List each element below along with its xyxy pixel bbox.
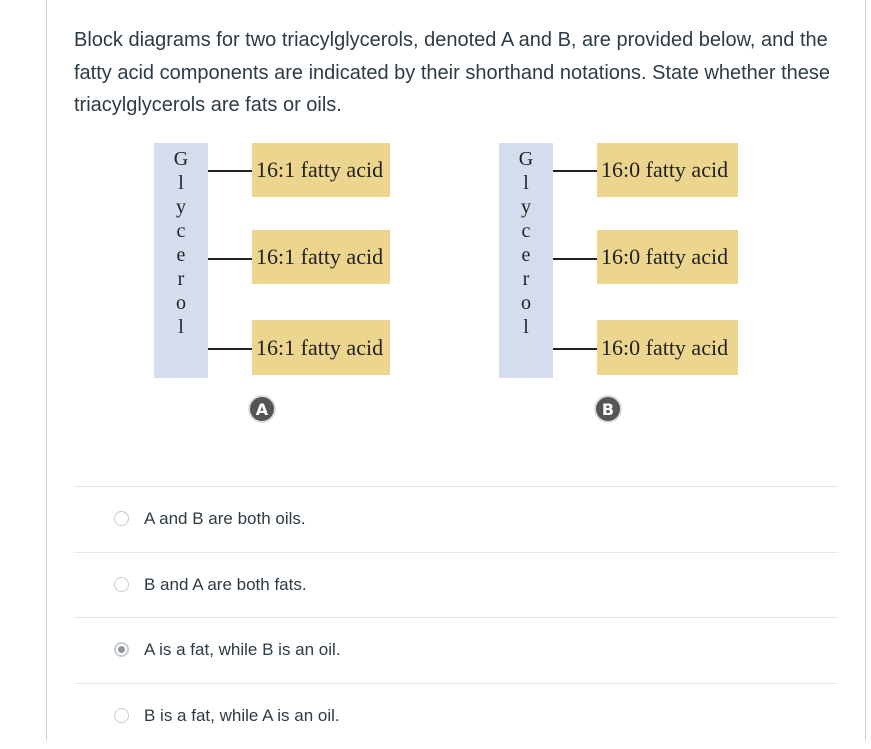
fatty-acid-a-1: 16:1 fatty acid [252, 143, 390, 197]
glycerol-letter: G [173, 148, 189, 170]
glycerol-letter: e [176, 244, 186, 266]
radio-button[interactable] [114, 577, 129, 592]
fatty-acid-b-2: 16:0 fatty acid [597, 230, 738, 284]
glycerol-letter: l [523, 172, 529, 194]
glycerol-letter: l [178, 316, 184, 338]
molecule-b-badge: B [594, 395, 622, 423]
option-label: A and B are both oils. [144, 509, 306, 528]
glycerol-letter: l [523, 316, 529, 338]
molecule-a-badge: A [248, 395, 276, 423]
ester-bond [208, 258, 252, 260]
glycerol-letter: o [521, 292, 531, 314]
glycerol-letter: c [521, 220, 531, 242]
radio-button[interactable] [114, 511, 129, 526]
glycerol-letter: r [177, 268, 185, 290]
answer-option-4[interactable] [74, 683, 838, 749]
glycerol-letter: y [176, 196, 186, 218]
glycerol-letter: y [521, 196, 531, 218]
radio-button-selected[interactable] [114, 642, 129, 657]
fatty-acid-a-2: 16:1 fatty acid [252, 230, 390, 284]
ester-bond [553, 258, 597, 260]
ester-bond [553, 170, 597, 172]
ester-bond [208, 170, 252, 172]
glycerol-letter: o [176, 292, 186, 314]
fatty-acid-a-3: 16:1 fatty acid [252, 320, 390, 375]
answer-option-3[interactable] [74, 617, 838, 683]
option-label: B is a fat, while A is an oil. [144, 706, 340, 725]
question-text: Block diagrams for two triacylglycerols, denoted A and B, are provided below, and the fatty acid components are indicated by their shorthand notations. State whether these triacylglycerols are fats or oils. [74, 29, 831, 116]
glycerol-letter: r [522, 268, 530, 290]
glycerol-letter: G [518, 148, 534, 170]
option-label: B and A are both fats. [144, 575, 307, 594]
ester-bond [208, 348, 252, 350]
ester-bond [553, 348, 597, 350]
glycerol-letter: l [178, 172, 184, 194]
glycerol-backbone-a [154, 143, 208, 378]
glycerol-letter: e [521, 244, 531, 266]
glycerol-backbone-b [499, 143, 553, 378]
answer-option-2[interactable] [74, 552, 838, 618]
fatty-acid-b-3: 16:0 fatty acid [597, 320, 738, 375]
glycerol-letter: c [176, 220, 186, 242]
answer-option-1[interactable] [74, 486, 838, 552]
option-label: A is a fat, while B is an oil. [144, 640, 341, 659]
radio-button[interactable] [114, 708, 129, 723]
fatty-acid-b-1: 16:0 fatty acid [597, 143, 738, 197]
